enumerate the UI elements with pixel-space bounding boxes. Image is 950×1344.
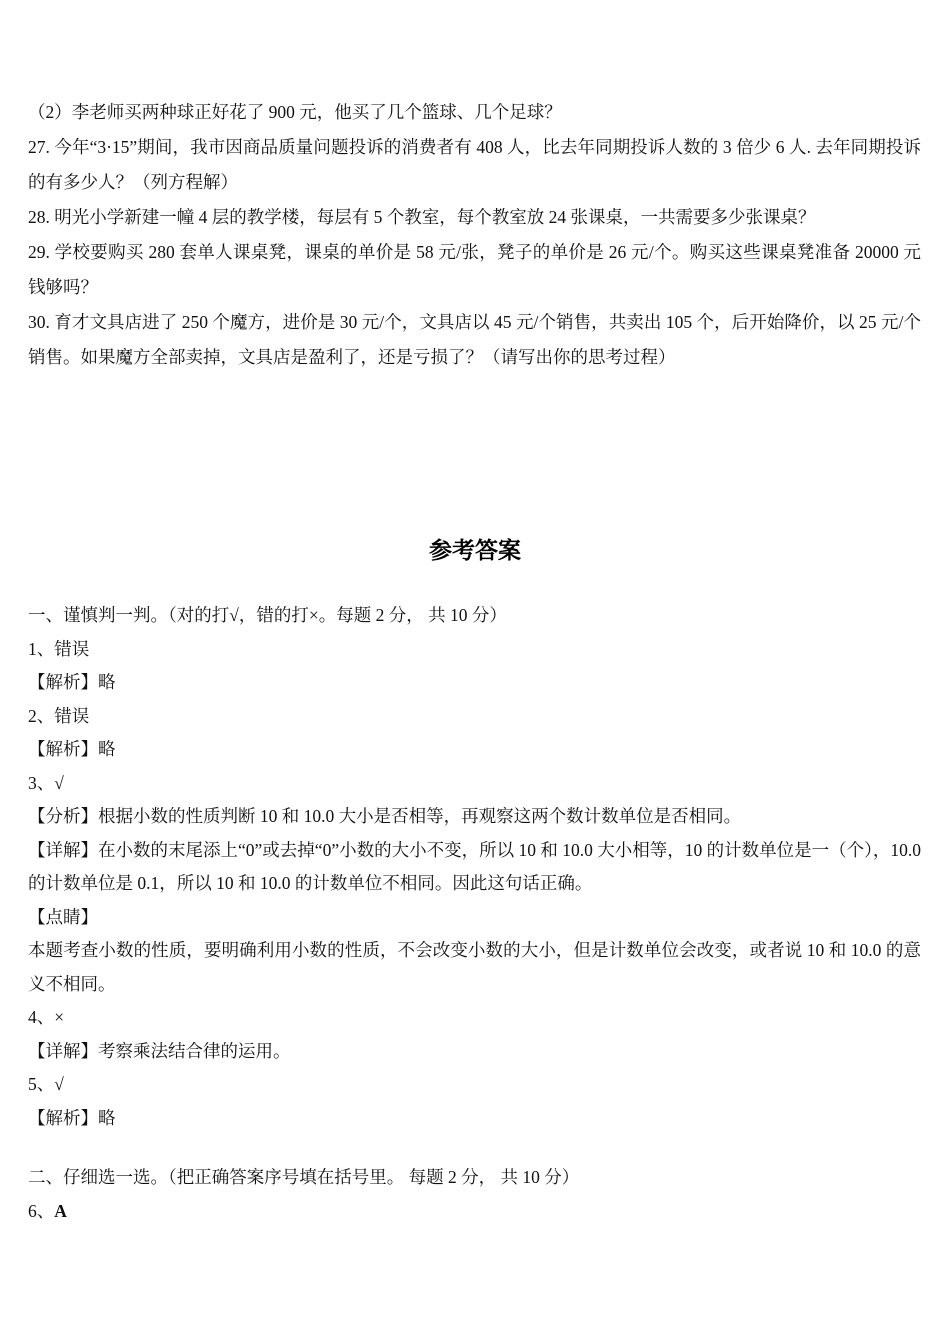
answer-6-number: 6、 (28, 1200, 55, 1221)
answer-key-section (28, 599, 921, 1228)
answer-1: 1、错误 (28, 638, 90, 659)
answer-3-tip-label: 【点睛】 (28, 906, 98, 927)
answer-5: 5、√ (28, 1074, 64, 1094)
answer-6-choice: A (54, 1200, 67, 1221)
question-26-part2: （2）李老师买两种球正好花了 900 元，他买了几个篮球、几个足球？ (28, 102, 562, 122)
answer-1-explanation: 【解析】略 (28, 672, 116, 692)
answer-4: 4、× (28, 1007, 65, 1027)
question-29: 29. 学校要购买 280 套单人课桌凳，课桌的单价是 58 元/张，凳子的单价是 26 元/个。购买这些课桌凳准备 20000 元钱够吗？ (28, 242, 921, 297)
answer-4-detail: 【详解】考察乘法结合律的运用。 (28, 1040, 291, 1061)
answer-6 (28, 1195, 921, 1229)
question-27: 27. 今年“3·15”期间，我市因商品质量问题投诉的消费者有 408 人，比去年同期投诉人数的 3 倍少 6 人. 去年同期投诉的有多少人？（列方程解） (28, 137, 921, 192)
section2-heading: 二、仔细选一选。（把正确答案序号填在括号里。 每题 2 分， 共 10 分） (28, 1167, 580, 1187)
section1-heading: 一、谨慎判一判。（对的打√，错的打×。每题 2 分， 共 10 分） (28, 605, 507, 625)
questions-section (28, 95, 921, 375)
answer-3-analysis: 【分析】根据小数的性质判断 10 和 10.0 大小是否相等，再观察这两个数计数单位是否相同。 (28, 806, 742, 826)
answer-3: 3、√ (28, 772, 64, 793)
answer-2-explanation: 【解析】略 (28, 739, 116, 759)
question-30: 30. 育才文具店进了 250 个魔方，进价是 30 元/个，文具店以 45 元/个销售，共卖出 105 个，后开始降价，以 25 元/个销售。如果魔方全部卖掉，文具店是盈利了，还是亏损了？（请写出你的思考过程） (28, 312, 921, 367)
answer-3-detail: 【详解】在小数的末尾添上“0”或去掉“0”小数的大小不变，所以 10 和 10.0 大小相等，10 的计数单位是一（个），10.0 的计数单位是 0.1，所以 10 和 10.0 的计数单位不相同。因此这句话正确。 (28, 839, 921, 893)
answer-5-explanation: 【解析】略 (28, 1107, 116, 1128)
question-28: 28. 明光小学新建一幢 4 层的教学楼，每层有 5 个教室，每个教室放 24 张课桌，一共需要多少张课桌？ (28, 207, 816, 227)
answer-2: 2、错误 (28, 705, 90, 726)
answer-3-tip-body: 本题考查小数的性质，要明确利用小数的性质，不会改变小数的大小，但是计数单位会改变，或者说 10 和 10.0 的意义不相同。 (28, 940, 921, 994)
answer-key-title: 参考答案 (429, 538, 521, 563)
